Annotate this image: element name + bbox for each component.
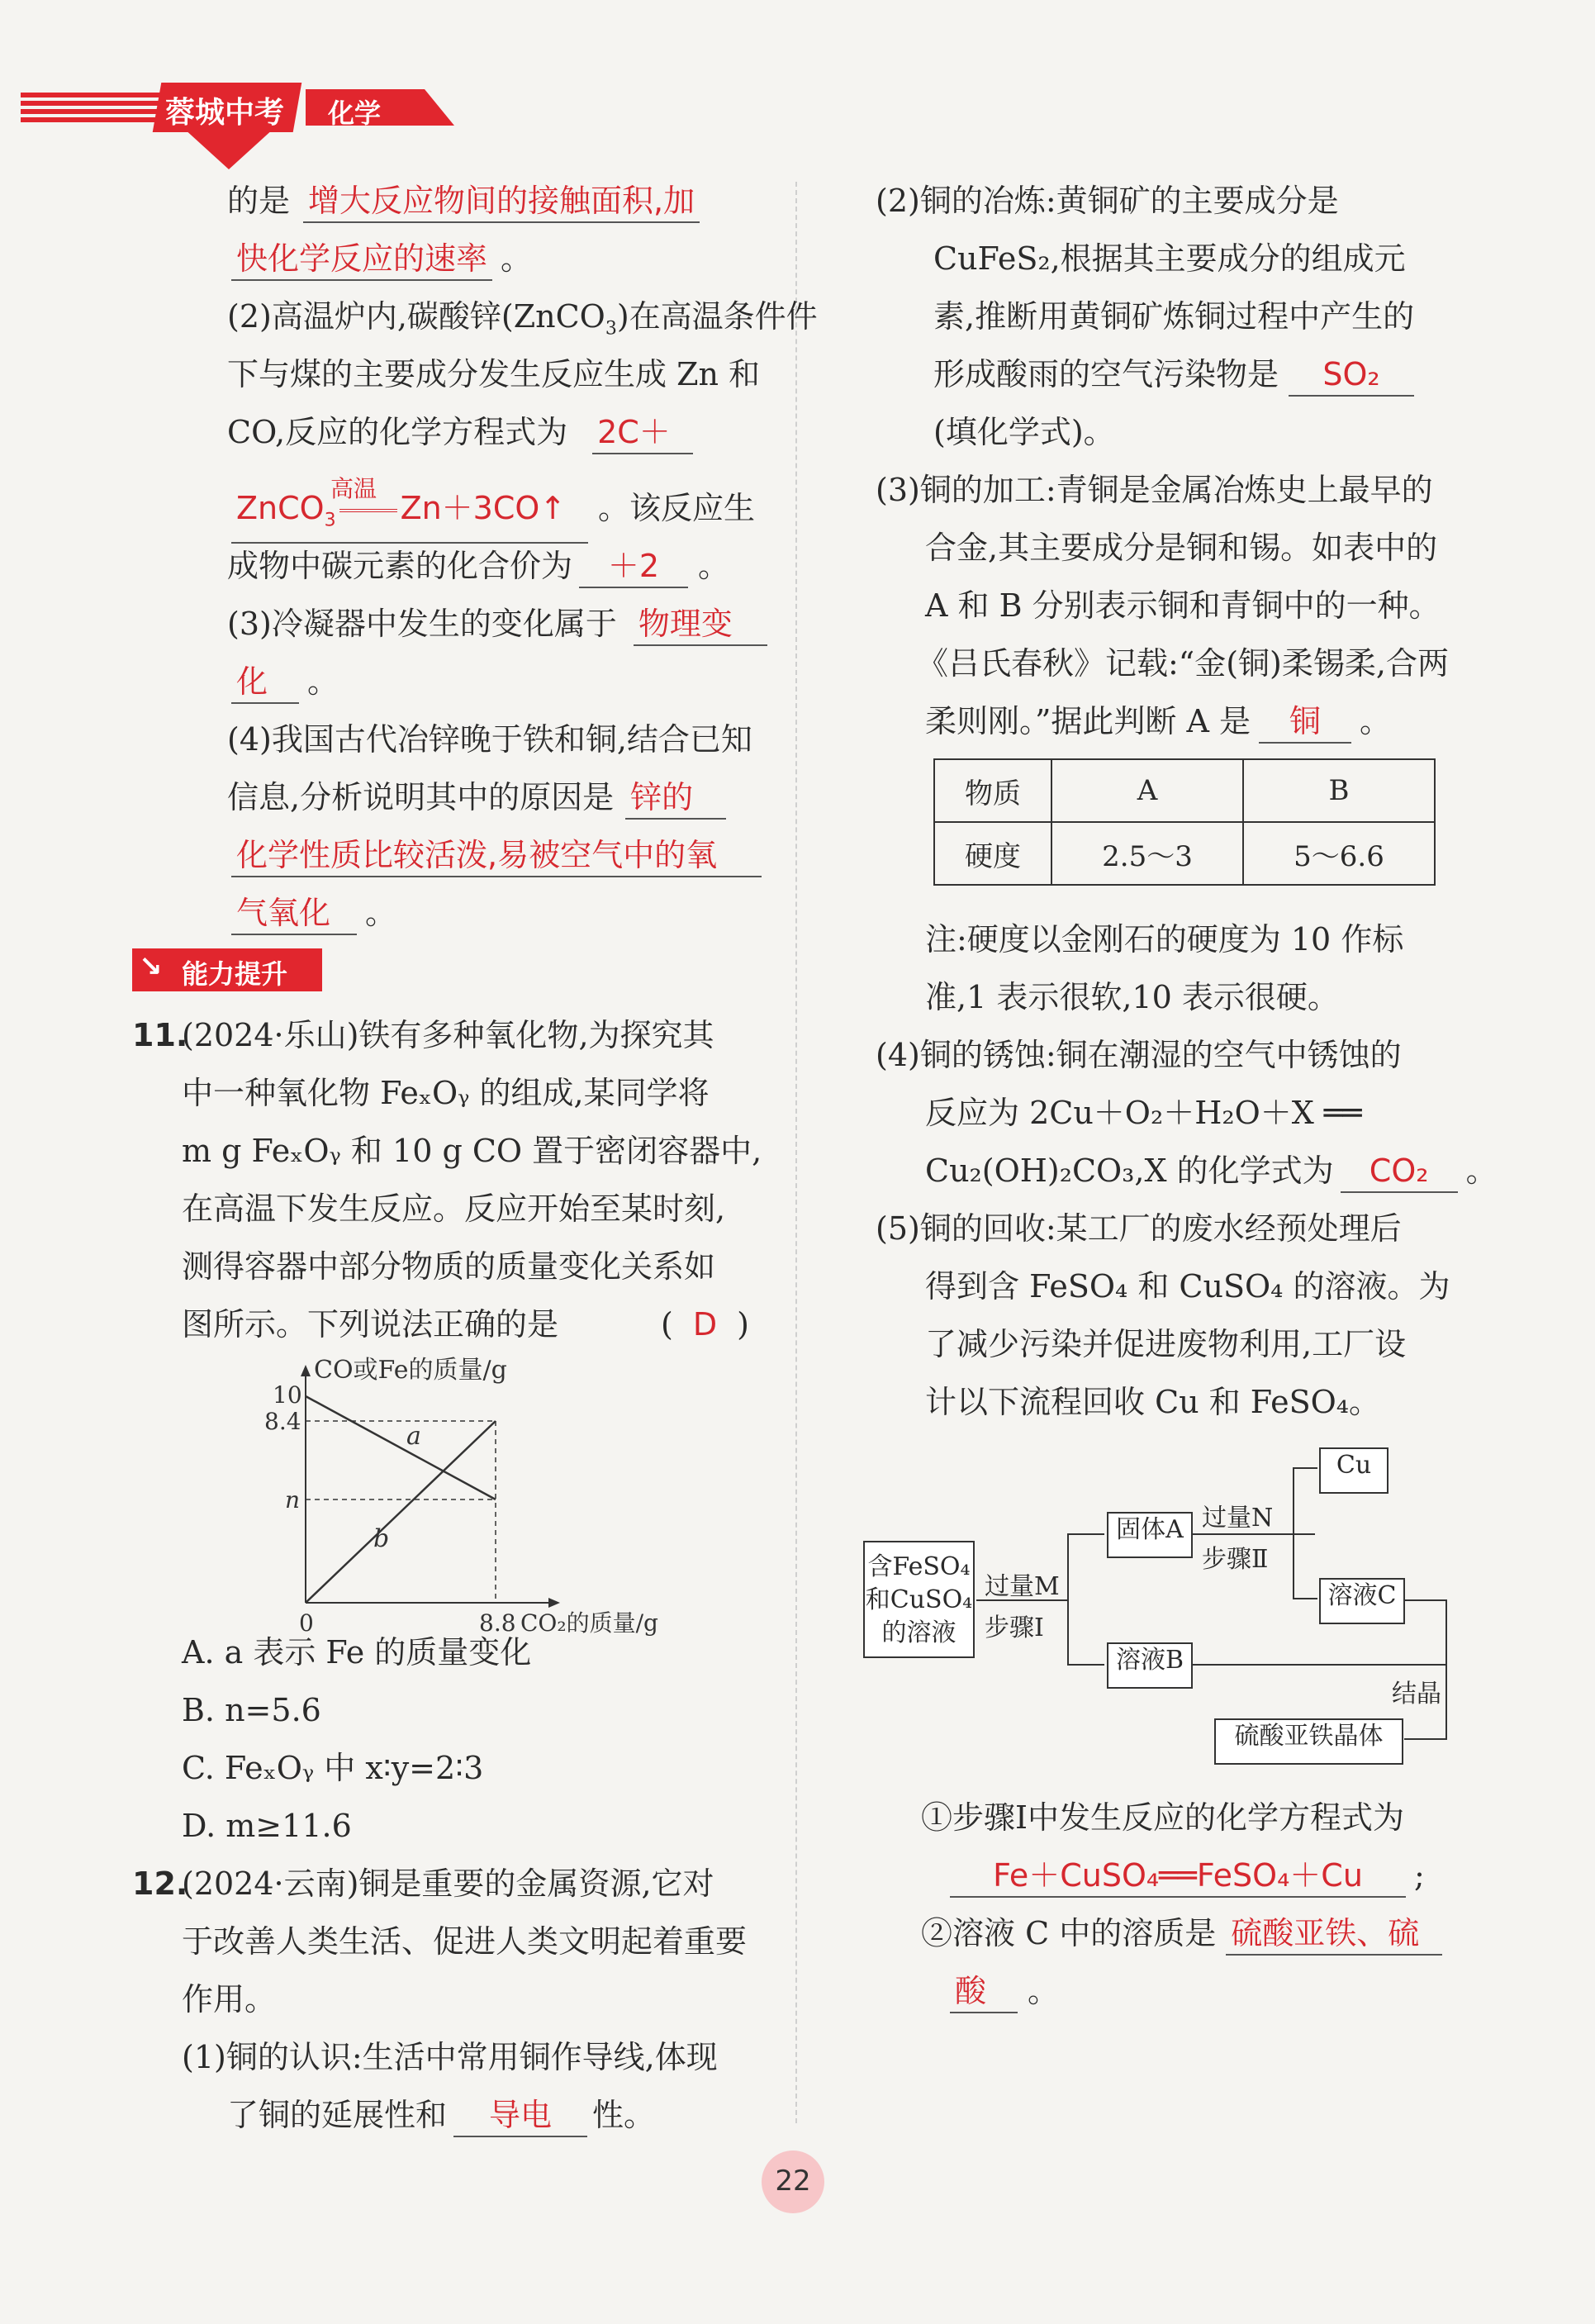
q11-option-b: B. n=5.6 [182, 1692, 321, 1728]
flow-line [1191, 1533, 1315, 1535]
q10-2-line4: ZnCO$_3$ Zn＋3CO↑ 。该反应生 [231, 487, 755, 544]
q11-line4: 在高温下发生反应。反应开始至某时刻, [182, 1191, 726, 1227]
q10-4-line1: (4)我国古代冶锌晚于铁和铜,结合已知 [227, 721, 752, 758]
y-axis-label: CO或Fe的质量/g [314, 1356, 507, 1385]
q12-3-line4: 《吕氏春秋》记载:“金(铜)柔锡柔,合两 [917, 645, 1449, 682]
q12-4-line3: Cu₂(OH)₂CO₃,X 的化学式为 CO₂ 。 [925, 1150, 1498, 1193]
q12-5-line4: 计以下流程回收 Cu 和 FeSO₄。 [925, 1384, 1380, 1420]
q12-5-sub2-line1: ②溶液 C 中的溶质是 硫酸亚铁、硫 [921, 1913, 1442, 1956]
q12-4-line2: 反应为 2Cu＋O₂＋H₂O＋X ══ [925, 1095, 1362, 1131]
q11-line6: 图所示。下列说法正确的是 [182, 1306, 559, 1343]
flow-start-text: 含FeSO₄ [867, 1552, 971, 1581]
flow-line [1404, 1738, 1447, 1740]
mass-graph [248, 1355, 694, 1637]
q12-5-line2: 得到含 FeSO₄ 和 CuSO₄ 的溶液。为 [925, 1268, 1450, 1305]
table-cell: 2.5～3 [1051, 822, 1243, 885]
q10-3-line2: 化 。 [231, 661, 339, 704]
q10-4-line4: 气氧化 。 [231, 892, 396, 935]
q12-5-sub1-line1: ①步骤Ⅰ中发生反应的化学方程式为 [921, 1799, 1405, 1836]
flow-start-text: 和CuSO₄ [865, 1585, 973, 1614]
q12-2-line1: (2)铜的冶炼:黄铜矿的主要成分是 [876, 183, 1339, 219]
page-number: 22 [775, 2165, 811, 2198]
flow-cu-box: Cu [1319, 1447, 1389, 1494]
q11-option-d: D. m≥11.6 [182, 1808, 352, 1844]
table-row [934, 822, 1435, 885]
table-cell: 硬度 [934, 822, 1051, 885]
q12-3-line3: A 和 B 分别表示铜和青铜中的一种。 [925, 587, 1441, 624]
q12-line3: 作用。 [182, 1981, 277, 2017]
flow-line [1293, 1467, 1294, 1599]
y-tick-n: n [285, 1486, 301, 1514]
q12-2-line3: 素,推断用黄铜矿炼铜过程中产生的 [933, 298, 1415, 335]
q10-4-line2: 信息,分析说明其中的原因是 锌的 [227, 777, 726, 820]
q12-line1: (2024·云南)铜是重要的金属资源,它对 [182, 1865, 714, 1902]
q11-answer-bracket: ( D ) [661, 1306, 749, 1343]
flow-start-box [863, 1541, 975, 1658]
x-tick-0: 0 [299, 1609, 314, 1637]
table-header-cell: 物质 [934, 759, 1051, 822]
q12-3-line1: (3)铜的加工:青铜是金属冶炼史上最早的 [876, 472, 1433, 508]
q12-5-sub2-line2: 酸 。 [950, 1970, 1059, 2013]
flow-line [1067, 1664, 1104, 1666]
q11-line5: 测得容器中部分物质的质量变化关系如 [182, 1248, 716, 1285]
q10-2-line3: CO,反应的化学方程式为 2C＋ [227, 411, 693, 454]
hardness-table [933, 758, 1436, 886]
q11-line2: 中一种氧化物 FeₓOᵧ 的组成,某同学将 [182, 1075, 710, 1111]
arrow-down-right-icon: ↘ [139, 950, 163, 983]
q10-3-line1: (3)冷凝器中发生的变化属于 物理变 [227, 603, 767, 646]
flow-label-m: 过量M [985, 1572, 1060, 1601]
x-axis-arrow [548, 1598, 560, 1608]
q12-number: 12. [132, 1865, 188, 1902]
table-header-cell: B [1243, 759, 1435, 822]
q10-4-line3: 化学性质比较活泼,易被空气中的氧 [231, 834, 762, 877]
q12-3-line5: 柔则刚。”据此判断 A 是 铜 。 [925, 701, 1391, 744]
q10-1-line3: 快化学反应的速率 。 [231, 238, 532, 281]
q11-option-a: A. a 表示 Fe 的质量变化 [182, 1634, 532, 1671]
q10-2-eq-condition: 高温 [330, 475, 377, 502]
q11-line3: m g FeₓOᵧ 和 10 g CO 置于密闭容器中, [182, 1133, 762, 1169]
section-title: 能力提升 [182, 958, 288, 990]
q11-option-c: C. FeₓOᵧ 中 x∶y=2∶3 [182, 1750, 484, 1786]
x-axis-label: CO₂的质量/g [520, 1609, 658, 1637]
subject-text: 化学 [328, 97, 382, 129]
table-row [934, 759, 1435, 822]
flow-line [1067, 1533, 1069, 1666]
q12-5-sub1-line2: Fe＋CuSO₄══FeSO₄＋Cu ; [950, 1855, 1425, 1898]
logo-chevron [183, 128, 274, 169]
y-axis-arrow [301, 1365, 311, 1376]
note-line1: 注:硬度以金刚石的硬度为 10 作标 [925, 921, 1404, 958]
q10-1-line2: 的是 增大反应物间的接触面积,加 [227, 180, 700, 223]
note-line2: 准,1 表示很软,10 表示很硬。 [925, 979, 1339, 1015]
q11-number: 11. [132, 1017, 188, 1053]
q12-5-line3: 了减少污染并促进废物利用,工厂设 [925, 1326, 1407, 1362]
flow-product-box: 硫酸亚铁晶体 [1214, 1718, 1403, 1765]
q12-3-line2: 合金,其主要成分是铜和锡。如表中的 [925, 530, 1438, 566]
column-divider [795, 182, 797, 2123]
q12-5-line1: (5)铜的回收:某工厂的废水经预处理后 [876, 1210, 1402, 1247]
flow-label-crystal: 结晶 [1392, 1680, 1441, 1709]
banner-stripes [21, 93, 161, 126]
flow-label-step1: 步骤Ⅰ [985, 1613, 1044, 1642]
flow-line [1067, 1533, 1104, 1535]
flow-solid-a-box: 固体A [1107, 1512, 1193, 1558]
flow-line [1293, 1598, 1317, 1599]
q10-2-line1: (2)高温炉内,碳酸锌(ZnCO$_3$)在高温条件件 [227, 298, 818, 340]
flow-label-n: 过量N [1202, 1504, 1274, 1533]
header-banner [21, 83, 434, 132]
flow-solution-b-box: 溶液B [1107, 1642, 1193, 1689]
q12-2-line4: 形成酸雨的空气污染物是 SO₂ [933, 354, 1414, 397]
q12-4-line1: (4)铜的锈蚀:铜在潮湿的空气中锈蚀的 [876, 1037, 1402, 1073]
q10-2-line2: 下与煤的主要成分发生反应生成 Zn 和 [227, 356, 761, 392]
flow-line [1404, 1599, 1447, 1601]
q10-2-line5: 成物中碳元素的化合价为 ＋2 。 [227, 545, 729, 588]
label-a: a [406, 1422, 421, 1451]
label-b: b [373, 1524, 390, 1553]
q12-2-line2: CuFeS₂,根据其主要成分的组成元 [933, 240, 1406, 277]
brand-text: 蓉城中考 [165, 96, 285, 130]
table-cell: 5～6.6 [1243, 822, 1435, 885]
y-tick-10: 10 [273, 1381, 302, 1409]
q11-line1: (2024·乐山)铁有多种氧化物,为探究其 [182, 1017, 714, 1053]
flow-line [1191, 1664, 1447, 1666]
q12-line2: 于改善人类生活、促进人类文明起着重要 [182, 1923, 748, 1960]
q12-1-line1: (1)铜的认识:生活中常用铜作导线,体现 [182, 2039, 718, 2075]
table-header-cell: A [1051, 759, 1243, 822]
x-tick-88: 8.8 [479, 1609, 516, 1637]
flow-line [1293, 1467, 1317, 1469]
y-tick-84: 8.4 [264, 1408, 301, 1435]
flow-start-text: 的溶液 [881, 1618, 957, 1647]
flow-label-step2: 步骤Ⅱ [1202, 1545, 1269, 1574]
flow-line [1445, 1599, 1447, 1740]
q12-1-line2: 了铜的延展性和 导电 性。 [227, 2094, 655, 2137]
q12-2-line5: (填化学式)。 [933, 414, 1115, 450]
flow-solution-c-box: 溶液C [1319, 1578, 1405, 1624]
